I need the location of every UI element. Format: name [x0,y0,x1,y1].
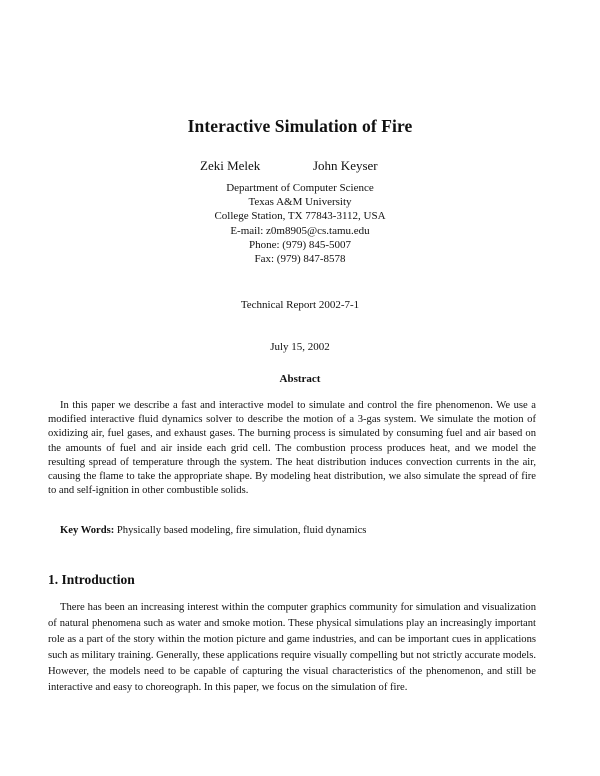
affiliation-address: College Station, TX 77843-3112, USA [214,210,386,223]
affiliation-block [0,181,600,266]
keywords-line [60,525,366,536]
affiliation-phone: Phone: (979) 845-5007 [248,238,352,251]
author-name: Zeki Melek [200,158,261,173]
abstract-text: In this paper we describe a fast and interactive model to simulate and control the fire phenomenon. We use a modified interactive fluid dynamics solver to describe the motion of a 3-gas system. We simulate the motion of oxidizing air, fuel gases, and exhaust gases. The burning process is simulated by consuming fuel and air based on the amounts of fuel and air inside each grid cell. The combustion process produces heat, and we model the resulting spread of temperature through the system. The heat distribution induces convection currents in the air, causing the flame to take the appropriate shape. By modeling heat distribution, we also simulate the spread of fire to and self-ignition in other combustible solids. [48,400,536,497]
affiliation-fax: Fax: (979) 847-8578 [254,253,346,266]
author-name: John Keyser [313,158,378,173]
keywords-label: Key Words: [60,525,115,536]
section-heading-introduction: 1. Introduction [48,572,135,587]
abstract-heading: Abstract [279,373,321,385]
report-number: Technical Report 2002-7-1 [240,299,360,311]
paper-title: Interactive Simulation of Fire [187,116,413,136]
keywords-text: Physically based modeling, fire simulation, fluid dynamics [116,525,367,536]
affiliation-department: Department of Computer Science [226,182,374,194]
affiliation-university: Texas A&M University [248,196,352,209]
affiliation-email: E-mail: z0m8905@cs.tamu.edu [230,224,370,237]
paper-date: July 15, 2002 [270,341,330,353]
introduction-text: There has been an increasing interest within the computer graphics community for simulation and visualization of natural phenomena such as water and smoke motion. These physical simulations play an increasingly important role as a part of the story within the motion picture and game industries, and can be important cues in applications such as military training. Generally, these applications require visually compelling but not strictly accurate models. However, the models need to be capable of capturing the visual characteristics of the phenomenon, and still be interactive and easy to choreograph. In this paper, we focus on the simulation of fire. [48,602,536,693]
